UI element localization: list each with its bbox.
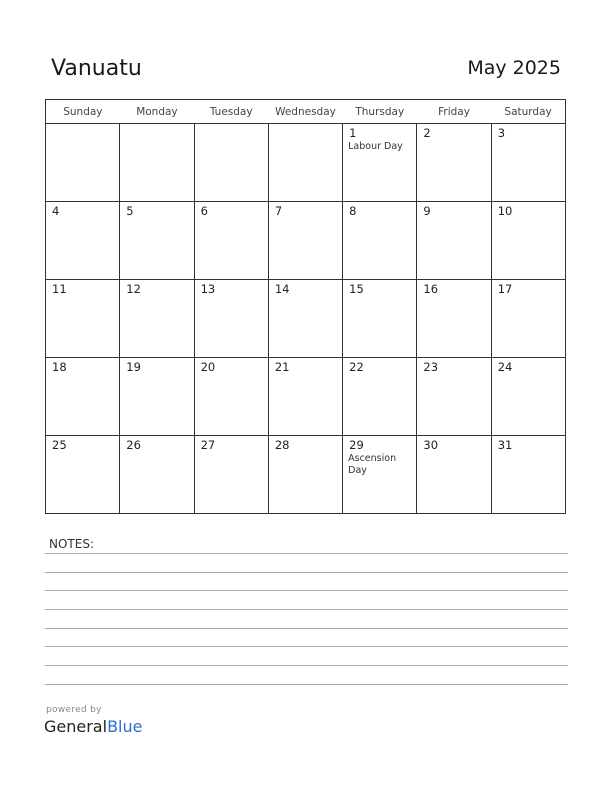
day-cell (268, 358, 342, 436)
day-cell (120, 436, 194, 514)
empty-day-cell (268, 124, 342, 202)
brand-general: General (44, 717, 108, 736)
day-cell (491, 358, 565, 436)
day-number: 20 (200, 360, 216, 374)
day-cell (343, 280, 417, 358)
weekday-monday: Monday (120, 100, 194, 124)
day-cell (417, 124, 491, 202)
empty-day-cell (120, 124, 194, 202)
day-cell (46, 358, 120, 436)
weekday-thursday: Thursday (343, 100, 417, 124)
day-number: 11 (52, 282, 67, 296)
notes-line (45, 553, 568, 554)
notes-line (45, 572, 568, 573)
day-number: 4 (52, 204, 60, 218)
day-number: 2 (423, 126, 431, 140)
notes-label: NOTES: (49, 537, 94, 551)
day-cell (343, 436, 417, 514)
day-number: 26 (126, 438, 141, 452)
day-number: 7 (274, 204, 283, 218)
day-number: 8 (349, 204, 357, 218)
day-cell (268, 280, 342, 358)
day-cell (46, 202, 120, 280)
day-cell (194, 436, 268, 514)
day-number: 30 (423, 438, 439, 452)
day-cell (46, 436, 120, 514)
day-number: 31 (497, 438, 513, 452)
day-number: 29 (349, 438, 364, 452)
weekday-header-row (46, 100, 566, 124)
day-number: 9 (423, 204, 431, 218)
day-number: 17 (497, 282, 513, 296)
day-cell (268, 436, 342, 514)
day-number: 13 (200, 282, 216, 296)
day-number: 22 (349, 360, 364, 374)
weekday-tuesday: Tuesday (194, 100, 268, 124)
calendar-week-row (46, 436, 566, 514)
empty-day-cell (194, 124, 268, 202)
day-number: 12 (126, 282, 141, 296)
day-number: 15 (349, 282, 364, 296)
day-cell (491, 280, 565, 358)
notes-line (45, 609, 568, 610)
holiday-label: Labour Day (348, 141, 403, 152)
brand-blue: Blue (107, 717, 143, 736)
month-year-title: May 2025 (467, 57, 561, 79)
calendar-week-row (46, 358, 566, 436)
notes-line (45, 646, 568, 647)
generalblue-logo (44, 717, 142, 736)
day-cell (120, 358, 194, 436)
day-cell (343, 202, 417, 280)
day-number: 23 (423, 360, 439, 374)
day-cell (46, 280, 120, 358)
day-cell (417, 436, 491, 514)
notes-line (45, 590, 568, 591)
weekday-sunday: Sunday (46, 100, 120, 124)
day-cell (491, 124, 565, 202)
notes-line (45, 665, 568, 666)
day-cell (417, 280, 491, 358)
day-number: 5 (126, 204, 134, 218)
calendar-week-row (46, 124, 566, 202)
day-number: 1 (349, 126, 357, 140)
calendar-week-row (46, 202, 566, 280)
day-cell (343, 358, 417, 436)
day-cell (268, 202, 342, 280)
day-cell (491, 202, 565, 280)
weekday-wednesday: Wednesday (268, 100, 342, 124)
day-number: 10 (497, 204, 513, 218)
weekday-saturday: Saturday (491, 100, 565, 124)
day-cell (194, 202, 268, 280)
day-cell (194, 358, 268, 436)
day-number: 27 (200, 438, 216, 452)
day-number: 25 (52, 438, 67, 452)
day-cell (194, 280, 268, 358)
notes-line (45, 628, 568, 629)
day-cell (491, 436, 565, 514)
country-title: Vanuatu (51, 56, 142, 81)
holiday-label: Ascension Day (348, 453, 397, 476)
empty-day-cell (46, 124, 120, 202)
day-number: 3 (497, 126, 506, 140)
powered-by-text: powered by (46, 705, 102, 715)
day-number: 16 (423, 282, 439, 296)
day-number: 24 (497, 360, 513, 374)
day-number: 19 (126, 360, 141, 374)
day-cell (120, 280, 194, 358)
day-number: 18 (52, 360, 67, 374)
calendar-grid (45, 99, 566, 514)
day-cell (417, 202, 491, 280)
notes-line (45, 684, 568, 685)
calendar-week-row (46, 280, 566, 358)
day-number: 28 (274, 438, 290, 452)
weekday-friday: Friday (417, 100, 491, 124)
day-number: 14 (274, 282, 290, 296)
day-number: 21 (274, 360, 290, 374)
day-cell (417, 358, 491, 436)
day-cell (120, 202, 194, 280)
day-cell (343, 124, 417, 202)
day-number: 6 (200, 204, 208, 218)
